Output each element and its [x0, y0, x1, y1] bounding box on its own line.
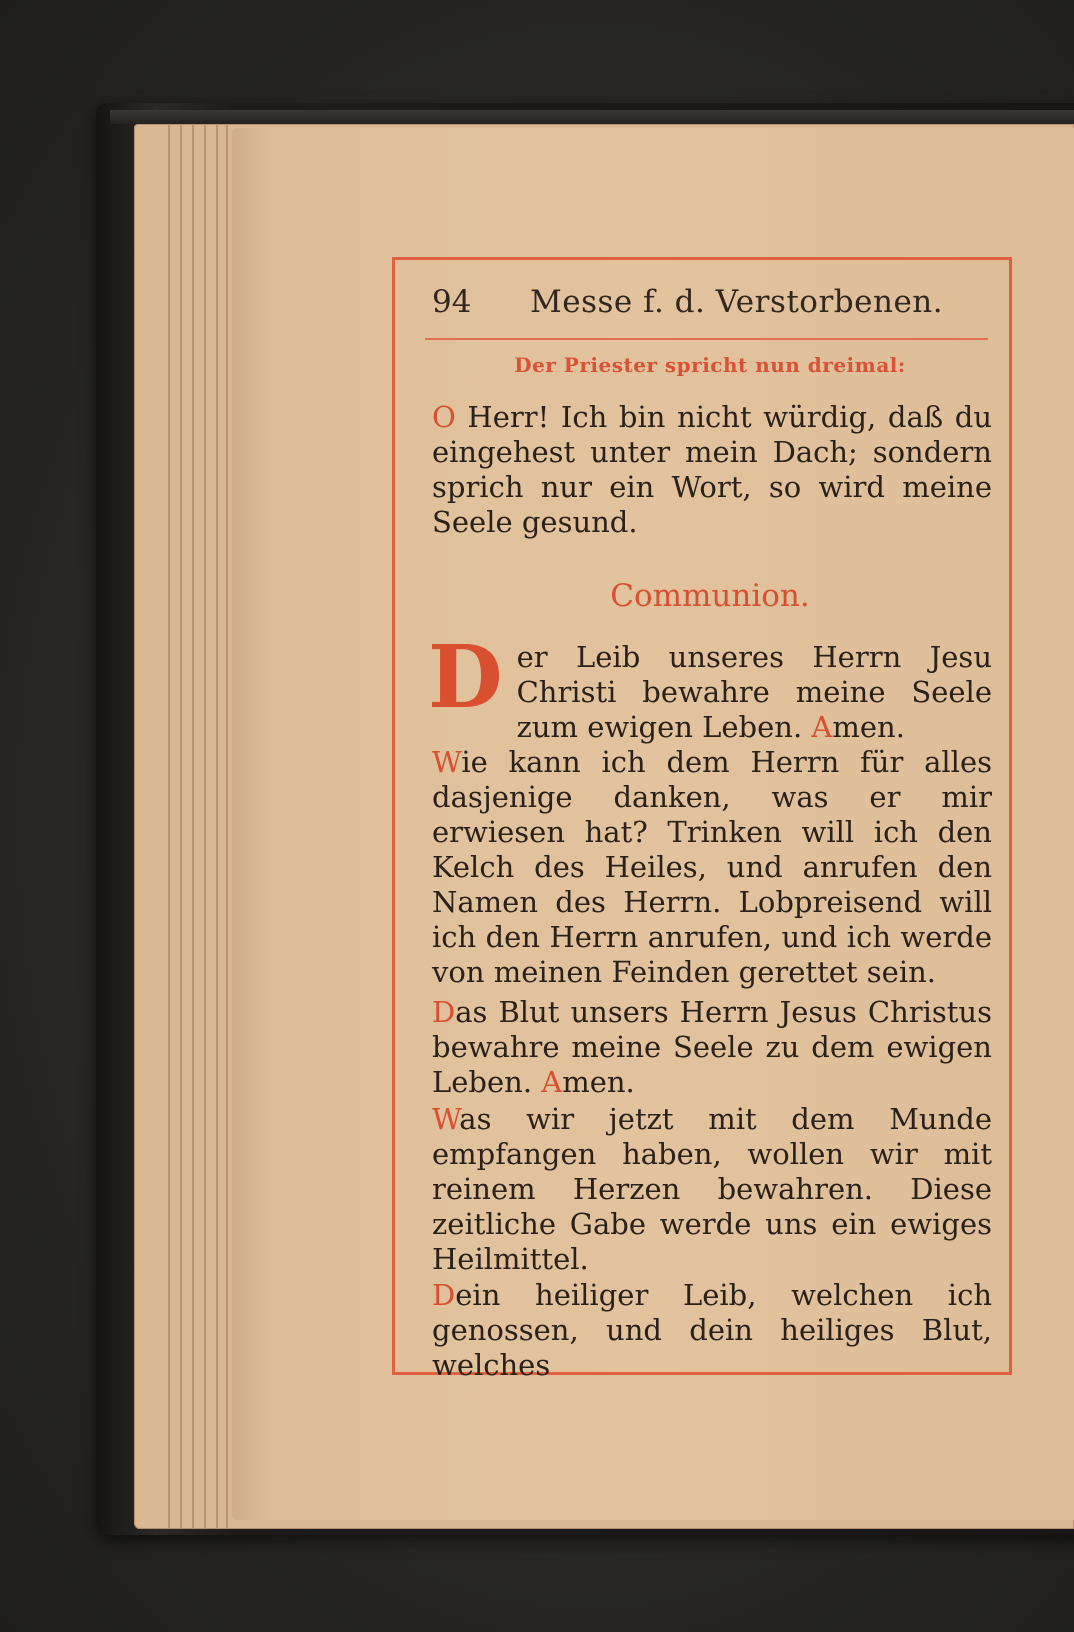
- red-initial: A: [811, 710, 833, 744]
- prayer-quod-ore-sumpsimus: [432, 1102, 992, 1277]
- book-cover-top-edge: [110, 110, 1074, 124]
- prayer-text: ie kann ich dem Herrn für alles dasjenige danken, was er mir erwiesen hat? Trinken will ich den Kelch des Heiles, und anrufen den Namen des Herrn. Lobpreisend will ich den Herrn anrufen, und ich werde von meinen Feinden gerettet sein.: [432, 745, 992, 989]
- page-header: [432, 278, 992, 328]
- red-initial: W: [432, 1102, 460, 1136]
- running-title: Messe f. d. Verstorbenen.: [530, 284, 944, 320]
- prayer-corpus-tuum: [432, 1278, 992, 1383]
- prayer-domine-non-sum-dignus: [432, 400, 992, 540]
- rubric-instruction: Der Priester spricht nun dreimal:: [514, 353, 906, 377]
- prayer-text: as wir jetzt mit dem Munde empfangen haben, wollen wir mit reinem Herzen bewahren. Diese zeitliche Gabe werde uns ein ewiges Heilmittel.: [432, 1102, 992, 1276]
- page-edge: [204, 124, 206, 1529]
- red-initial: O: [432, 400, 456, 434]
- red-initial: W: [432, 745, 462, 779]
- red-initial: D: [432, 1278, 456, 1312]
- drop-cap-initial: D: [428, 627, 503, 728]
- section-title: Communion.: [610, 578, 810, 614]
- page-edge: [168, 124, 170, 1529]
- page-edge: [192, 124, 194, 1529]
- header-rule: [425, 338, 988, 340]
- page-edge: [180, 124, 182, 1529]
- prayer-corpus-domini: [428, 627, 992, 745]
- prayer-text: as Blut unsers Herrn Jesus Christus bewahre meine Seele zu dem ewigen Leben.: [432, 995, 992, 1099]
- red-initial: A: [541, 1065, 563, 1099]
- prayer-sanguis-domini: [432, 995, 992, 1100]
- red-initial: D: [432, 995, 456, 1029]
- prayer-text: Herr! Ich bin nicht würdig, daß du eingehest unter mein Dach; sondern sprich nur ein Wort, so wird meine Seele gesund.: [432, 400, 992, 539]
- page-edge: [226, 124, 228, 1529]
- prayer-text: er Leib unseres Herrn Jesu Christi bewahre meine Seele zum ewigen Leben.: [516, 640, 992, 744]
- prayer-quid-retribuam: [432, 745, 992, 990]
- prayer-text: men.: [832, 710, 905, 744]
- prayer-text: ein heiliger Leib, welchen ich genossen, und dein heiliges Blut, welches: [432, 1278, 992, 1382]
- prayer-text: men.: [562, 1065, 635, 1099]
- page-edge: [216, 124, 218, 1529]
- page-number: 94: [432, 284, 472, 320]
